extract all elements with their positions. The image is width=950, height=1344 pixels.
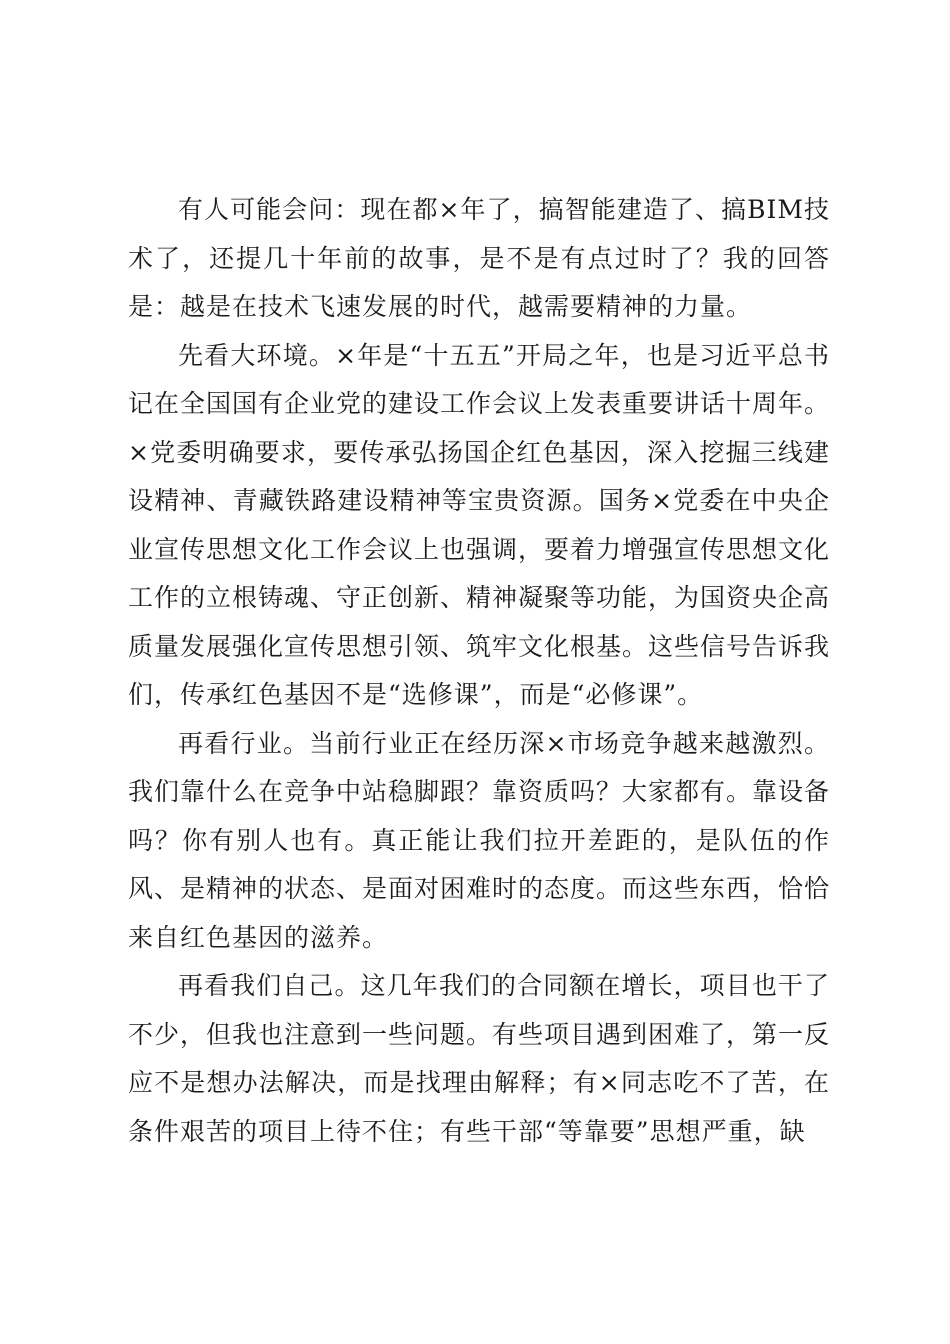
paragraph-3: 再看行业。当前行业正在经历深×市场竞争越来越激烈。我们靠什么在竞争中站稳脚跟？靠资质吗？大家都有。靠设备吗？你有别人也有。真正能让我们拉开差距的，是队伍的作风、是精神的状态、是面对困难时的态度。而这些东西，恰恰来自红色基因的滋养。 — [128, 728, 831, 952]
document-body — [128, 186, 830, 1156]
paragraph-2: 先看大环境。×年是“十五五”开局之年，也是习近平总书记在全国国有企业党的建设工作会议上发表重要讲话十周年。×党委明确要求，要传承弘扬国企红色基因，深入挖掘三线建设精神、青藏铁路建设精神等宝贵资源。国务×党委在中央企业宣传思想文化工作会议上也强调，要着力增强宣传思想文化工作的立根铸魂、守正创新、精神凝聚等功能，为国资央企高质量发展强化宣传思想引领、筑牢文化根基。这些信号告诉我们，传承红色基因不是“选修课”，而是“必修课”。 — [128, 340, 831, 709]
paragraph-4: 再看我们自己。这几年我们的合同额在增长，项目也干了不少，但我也注意到一些问题。有些项目遇到困难了，第一反应不是想办法解决，而是找理由解释；有×同志吃不了苦，在条件艰苦的项目上待不住；有些干部“等靠要”思想严重，缺 — [128, 971, 831, 1146]
paragraph-1: 有人可能会问：现在都×年了，搞智能建造了、搞BIM技术了，还提几十年前的故事，是不是有点过时了？我的回答是：越是在技术飞速发展的时代，越需要精神的力量。 — [128, 195, 830, 321]
